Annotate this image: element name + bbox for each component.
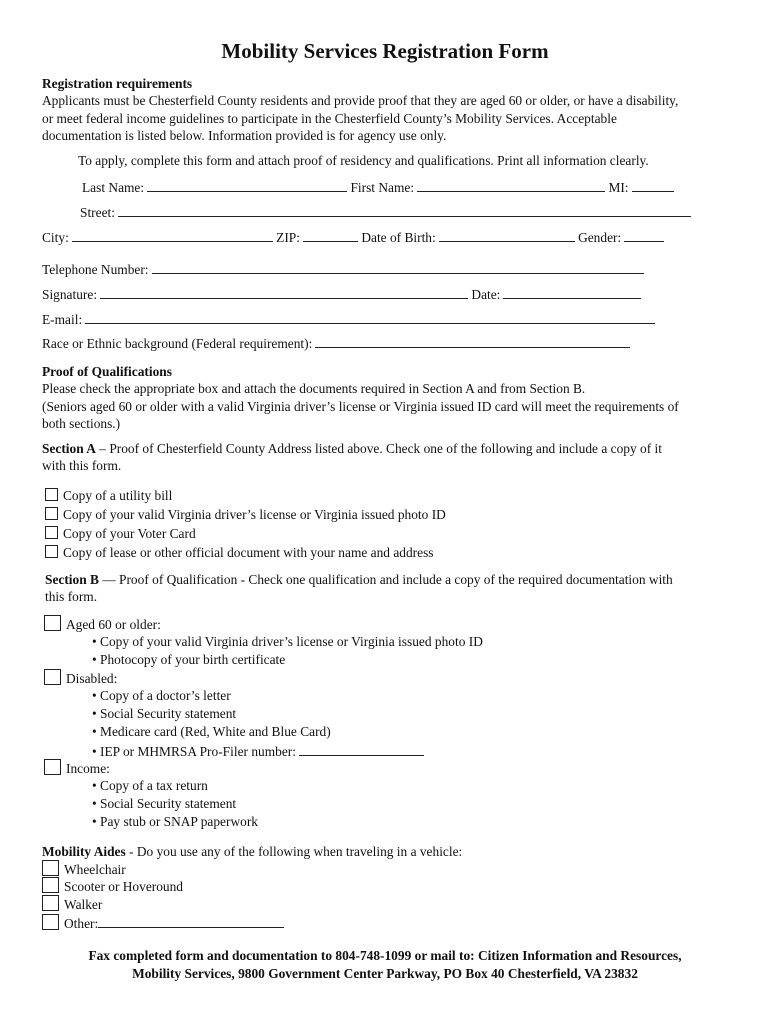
checkbox[interactable]	[44, 615, 61, 631]
aged-item: • Copy of your valid Virginia driver’s license or Virginia issued photo ID	[92, 634, 483, 649]
checkbox[interactable]	[42, 860, 59, 876]
street-input[interactable]	[118, 202, 691, 217]
footer-line: Mobility Services, 9800 Government Center Parkway, PO Box 40 Chesterfield, VA 23832	[132, 966, 638, 981]
proof-text-line: (Seniors aged 60 or older with a valid Virginia driver’s license or Virginia issued ID card will meet the requirements of	[42, 399, 679, 414]
section-a-option[interactable]	[45, 487, 172, 505]
section-b-intro	[45, 571, 673, 589]
proof-text-line: Please check the appropriate box and attach the documents required in Section A and from Section B.	[42, 381, 586, 396]
option-label: Copy of a utility bill	[63, 488, 173, 503]
dob-label: Date of Birth:	[361, 230, 436, 245]
checkbox[interactable]	[45, 488, 58, 501]
mobility-intro	[42, 843, 462, 861]
mobility-option[interactable]	[42, 913, 284, 933]
income-option[interactable]	[44, 759, 110, 778]
disabled-item-with-field[interactable]	[92, 741, 424, 761]
aged-item: • Photocopy of your birth certificate	[92, 652, 286, 667]
gender-input[interactable]	[624, 227, 664, 242]
race-label: Race or Ethnic background (Federal requirement):	[42, 336, 313, 351]
street-field[interactable]	[80, 202, 691, 222]
mobility-option[interactable]	[42, 895, 102, 914]
first-name-label: First Name:	[350, 180, 415, 195]
signature-input[interactable]	[100, 284, 468, 299]
email-field[interactable]	[42, 309, 655, 329]
last-name-input[interactable]	[147, 177, 347, 192]
option-label: Walker	[64, 897, 103, 912]
signature-row[interactable]	[42, 284, 641, 304]
checkbox[interactable]	[44, 759, 61, 775]
section-a-intro	[42, 440, 662, 458]
aged-label: Aged 60 or older:	[66, 617, 161, 632]
section-b-label: Section B	[45, 572, 99, 587]
telephone-field[interactable]	[42, 259, 644, 279]
mobility-label: Mobility Aides	[42, 844, 126, 859]
checkbox[interactable]	[45, 507, 58, 520]
city-input[interactable]	[72, 227, 273, 242]
last-name-field[interactable]	[82, 177, 674, 197]
section-a-text-cont: with this form.	[42, 458, 122, 473]
signature-label: Signature:	[42, 287, 98, 302]
aged-option[interactable]	[44, 615, 161, 634]
income-item: • Pay stub or SNAP paperwork	[92, 814, 258, 829]
registration-text-line: Applicants must be Chesterfield County residents and provide proof that they are aged 60 or older, or have a disability,	[42, 93, 679, 108]
option-label: Wheelchair	[64, 862, 126, 877]
disabled-item: • Social Security statement	[92, 706, 237, 721]
registration-text-line: or meet federal income guidelines to participate in the Chesterfield County’s Mobility Services. Acceptable	[42, 111, 617, 126]
dob-input[interactable]	[439, 227, 575, 242]
footer-line: Fax completed form and documentation to 804-748-1099 or mail to: Citizen Information and Resources,	[88, 948, 682, 963]
zip-input[interactable]	[303, 227, 358, 242]
registration-heading: Registration requirements	[42, 76, 193, 91]
section-b-text: — Proof of Qualification - Check one qualification and include a copy of the required documentation with	[98, 572, 673, 587]
checkbox[interactable]	[45, 526, 58, 539]
disabled-option[interactable]	[44, 669, 117, 688]
zip-label: ZIP:	[276, 230, 300, 245]
telephone-label: Telephone Number:	[42, 262, 149, 277]
section-a-option[interactable]	[45, 525, 196, 543]
city-row[interactable]	[42, 227, 664, 247]
race-field[interactable]	[42, 333, 630, 353]
gender-label: Gender:	[578, 230, 622, 245]
option-label: Other:	[64, 916, 99, 931]
date-label: Date:	[471, 287, 501, 302]
mobility-option[interactable]	[42, 860, 126, 879]
registration-text-line: documentation is listed below. Information provided is for agency use only.	[42, 128, 447, 143]
disabled-item: • IEP or MHMRSA Pro-Filer number:	[92, 744, 296, 759]
first-name-input[interactable]	[417, 177, 605, 192]
mi-label: MI:	[608, 180, 629, 195]
proof-text-line: both sections.)	[42, 416, 121, 431]
checkbox[interactable]	[42, 877, 59, 893]
section-a-option[interactable]	[45, 506, 446, 524]
option-label: Copy of lease or other official document with your name and address	[63, 545, 434, 560]
section-a-label: Section A	[42, 441, 96, 456]
city-label: City:	[42, 230, 69, 245]
other-input[interactable]	[98, 913, 284, 928]
checkbox[interactable]	[44, 669, 61, 685]
page-title: Mobility Services Registration Form	[221, 39, 549, 63]
profiler-number-input[interactable]	[299, 741, 424, 756]
checkbox[interactable]	[45, 545, 58, 558]
checkbox[interactable]	[42, 914, 59, 930]
section-b-text-cont: this form.	[45, 589, 98, 604]
last-name-label: Last Name:	[82, 180, 145, 195]
income-label: Income:	[66, 761, 110, 776]
instructions: To apply, complete this form and attach proof of residency and qualifications. Print all information clearly.	[78, 153, 649, 168]
race-input-extension[interactable]	[487, 333, 630, 348]
street-label: Street:	[80, 205, 115, 220]
race-input[interactable]	[315, 333, 487, 348]
telephone-input[interactable]	[152, 259, 644, 274]
disabled-label: Disabled:	[66, 671, 118, 686]
proof-heading: Proof of Qualifications	[42, 364, 172, 379]
option-label: Scooter or Hoveround	[64, 879, 183, 894]
option-label: Copy of your Voter Card	[63, 526, 196, 541]
email-input[interactable]	[85, 309, 655, 324]
option-label: Copy of your valid Virginia driver’s license or Virginia issued photo ID	[63, 507, 446, 522]
section-a-option[interactable]	[45, 544, 434, 562]
mobility-option[interactable]	[42, 877, 183, 896]
checkbox[interactable]	[42, 895, 59, 911]
income-item: • Social Security statement	[92, 796, 237, 811]
email-label: E-mail:	[42, 312, 83, 327]
disabled-item: • Medicare card (Red, White and Blue Card)	[92, 724, 331, 739]
mobility-text: - Do you use any of the following when traveling in a vehicle:	[125, 844, 463, 859]
mi-input[interactable]	[632, 177, 674, 192]
income-item: • Copy of a tax return	[92, 778, 208, 793]
disabled-item: • Copy of a doctor’s letter	[92, 688, 231, 703]
section-a-text: – Proof of Chesterfield County Address listed above. Check one of the following and include a copy of it	[95, 441, 662, 456]
date-input[interactable]	[503, 284, 641, 299]
